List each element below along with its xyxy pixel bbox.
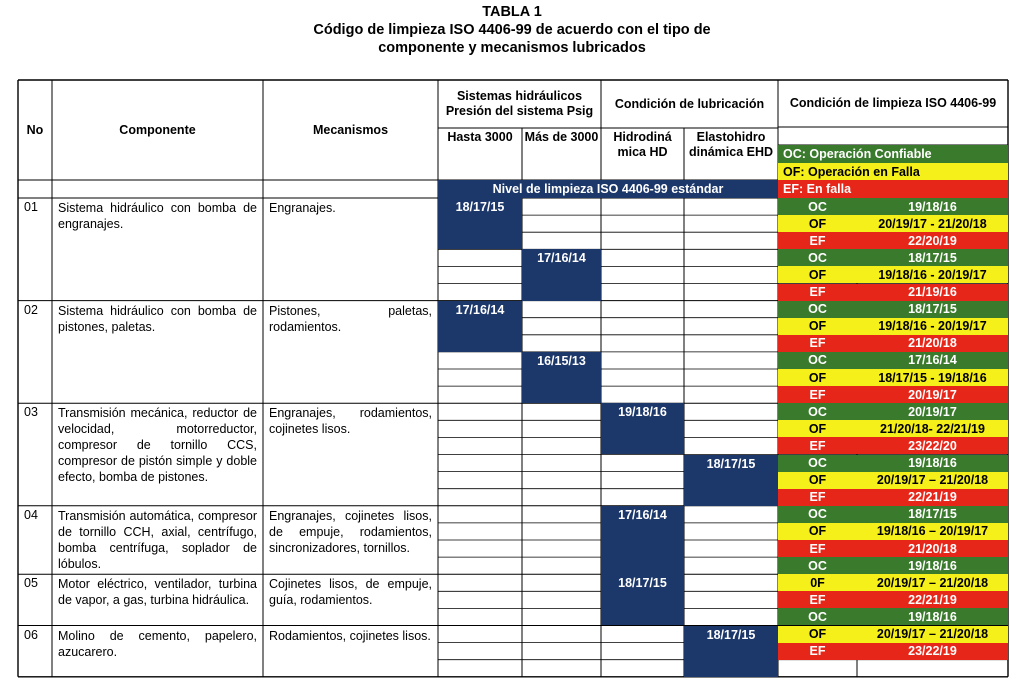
header-hd: Hidrodiná mica HD — [613, 130, 672, 159]
condition-value: 20/19/17 — [857, 403, 1008, 420]
condition-value: 18/17/15 — [857, 301, 1008, 318]
condition-label: OC — [778, 249, 857, 266]
condition-label: 0F — [778, 574, 857, 591]
legend-of: OF: Operación en Falla — [778, 163, 1008, 180]
condition-label: OC — [778, 557, 857, 574]
condition-label: OF — [778, 626, 857, 643]
condition-label: EF — [778, 386, 857, 403]
standard-level-cell: 17/16/14 — [522, 249, 601, 300]
condition-value: 20/19/17 - 21/20/18 — [857, 215, 1008, 232]
condition-label: OC — [778, 198, 857, 215]
condition-label: OC — [778, 506, 857, 523]
condition-value: 18/17/15 — [857, 249, 1008, 266]
row-number: 01 — [24, 200, 38, 214]
condition-value: 20/19/17 – 21/20/18 — [857, 472, 1008, 489]
standard-level-cell: 19/18/16 — [601, 403, 684, 454]
condition-value: 23/22/20 — [857, 437, 1008, 454]
condition-label: OF — [778, 420, 857, 437]
table-title: TABLA 1 — [482, 4, 542, 20]
standard-level-cell: 17/16/14 — [601, 506, 684, 574]
condition-value: 19/18/16 - 20/19/17 — [857, 266, 1008, 283]
table-subtitle-line-1: Código de limpieza ISO 4406-99 de acuerdo con el tipo de — [313, 22, 711, 38]
condition-value: 21/19/16 — [857, 284, 1008, 301]
condition-label: EF — [778, 643, 857, 660]
condition-label: EF — [778, 540, 857, 557]
header-condicion-lubricacion: Condición de lubricación — [614, 96, 765, 111]
condition-value: 21/20/18- 22/21/19 — [857, 420, 1008, 437]
condition-label: OC — [778, 301, 857, 318]
condition-label: EF — [778, 232, 857, 249]
condition-value: 22/21/19 — [857, 591, 1008, 608]
header-no: No — [26, 122, 44, 137]
header-mecanismos: Mecanismos — [312, 122, 389, 137]
standard-level-cell: 16/15/13 — [522, 352, 601, 403]
header-sistemas-hidraulicos: Sistemas hidráulicos Presión del sistema Psig — [445, 89, 594, 118]
mechanisms-cell: Cojinetes lisos, de empuje, guía, rodamientos. — [269, 577, 432, 608]
header-componente: Componente — [119, 122, 196, 137]
header-mas-de: Más de 3000 — [524, 130, 599, 144]
row-number: 06 — [24, 627, 38, 642]
condition-label: EF — [778, 284, 857, 301]
condition-label: EF — [778, 489, 857, 506]
component-cell: Molino de cemento, papelero, azucarero. — [58, 628, 257, 659]
condition-label: OC — [778, 352, 857, 369]
condition-label: EF — [778, 591, 857, 608]
table-subtitle-line-2: componente y mecanismos lubricados — [378, 40, 646, 56]
legend-ef: EF: En falla — [778, 180, 1008, 198]
condition-label: OF — [778, 523, 857, 540]
condition-value: 17/16/14 — [857, 352, 1008, 369]
row-number: 02 — [24, 302, 38, 317]
condition-label: OF — [778, 472, 857, 489]
standard-level-cell: 18/17/15 — [438, 198, 522, 249]
condition-value: 19/18/16 — [857, 608, 1008, 625]
condition-value: 18/17/15 - 19/18/16 — [857, 369, 1008, 386]
mechanisms-cell: Pistones, paletas, rodamientos. — [269, 303, 432, 334]
condition-value: 22/20/19 — [857, 232, 1008, 249]
component-cell: Transmisión mecánica, reductor de velocidad, motorreductor, compresor de tornillo CCS, compresor de pistón simple y doble efecto, bomba de pistones. — [58, 406, 257, 485]
condition-label: OF — [778, 369, 857, 386]
condition-value: 19/18/16 — [857, 557, 1008, 574]
row-number: 05 — [24, 576, 38, 591]
condition-value: 20/19/17 — [857, 386, 1008, 403]
component-cell: Transmisión automática, compresor de tornillo CCH, axial, centrífugo, bomba centrífuga, soplador de lóbulos. — [58, 508, 257, 571]
standard-level-cell: 18/17/15 — [684, 455, 778, 506]
mechanisms-cell: Engranajes. — [269, 201, 336, 215]
condition-label: OC — [778, 455, 857, 472]
condition-label: OF — [778, 318, 857, 335]
condition-value: 18/17/15 — [857, 506, 1008, 523]
component-cell: Motor eléctrico, ventilador, turbina de vapor, a gas, turbina hidráulica. — [58, 577, 257, 608]
condition-value: 23/22/19 — [857, 643, 1008, 660]
condition-value: 19/18/16 — [857, 455, 1008, 472]
mechanisms-cell: Rodamientos, cojinetes lisos. — [269, 628, 431, 643]
header-condicion-limpieza: Condición de limpieza ISO 4406-99 — [789, 96, 997, 110]
standard-level-cell: 17/16/14 — [438, 301, 522, 352]
condition-value: 20/19/17 – 21/20/18 — [857, 626, 1008, 643]
condition-label: EF — [778, 437, 857, 454]
standard-level-cell: 18/17/15 — [601, 574, 684, 625]
condition-label: OC — [778, 403, 857, 420]
header-ehd: Elastohidro dinámica EHD — [688, 130, 774, 159]
header-hasta: Hasta 3000 — [447, 130, 513, 144]
condition-value: 21/20/18 — [857, 540, 1008, 557]
component-cell: Sistema hidráulico con bomba de pistones, paletas. — [58, 303, 257, 334]
mechanisms-cell: Engranajes, cojinetes lisos, de empuje, rodamientos, sincronizadores, tornillos. — [269, 508, 432, 555]
condition-value: 21/20/18 — [857, 335, 1008, 352]
condition-label: OF — [778, 215, 857, 232]
condition-value: 19/18/16 – 20/19/17 — [857, 523, 1008, 540]
condition-label: OF — [778, 266, 857, 283]
standard-level-bar: Nivel de limpieza ISO 4406-99 estándar — [438, 180, 778, 198]
condition-value: 19/18/16 — [857, 198, 1008, 215]
condition-value: 22/21/19 — [857, 489, 1008, 506]
legend-oc: OC: Operación Confiable — [778, 145, 1008, 163]
condition-value: 19/18/16 - 20/19/17 — [857, 318, 1008, 335]
mechanisms-cell: Engranajes, rodamientos, cojinetes lisos. — [269, 406, 432, 437]
row-number: 03 — [24, 405, 38, 420]
component-cell: Sistema hidráulico con bomba de engranajes. — [58, 201, 257, 231]
condition-value: 20/19/17 – 21/20/18 — [857, 574, 1008, 591]
condition-label: OC — [778, 608, 857, 625]
condition-label: EF — [778, 335, 857, 352]
standard-level-cell: 18/17/15 — [684, 626, 778, 677]
row-number: 04 — [24, 507, 38, 522]
